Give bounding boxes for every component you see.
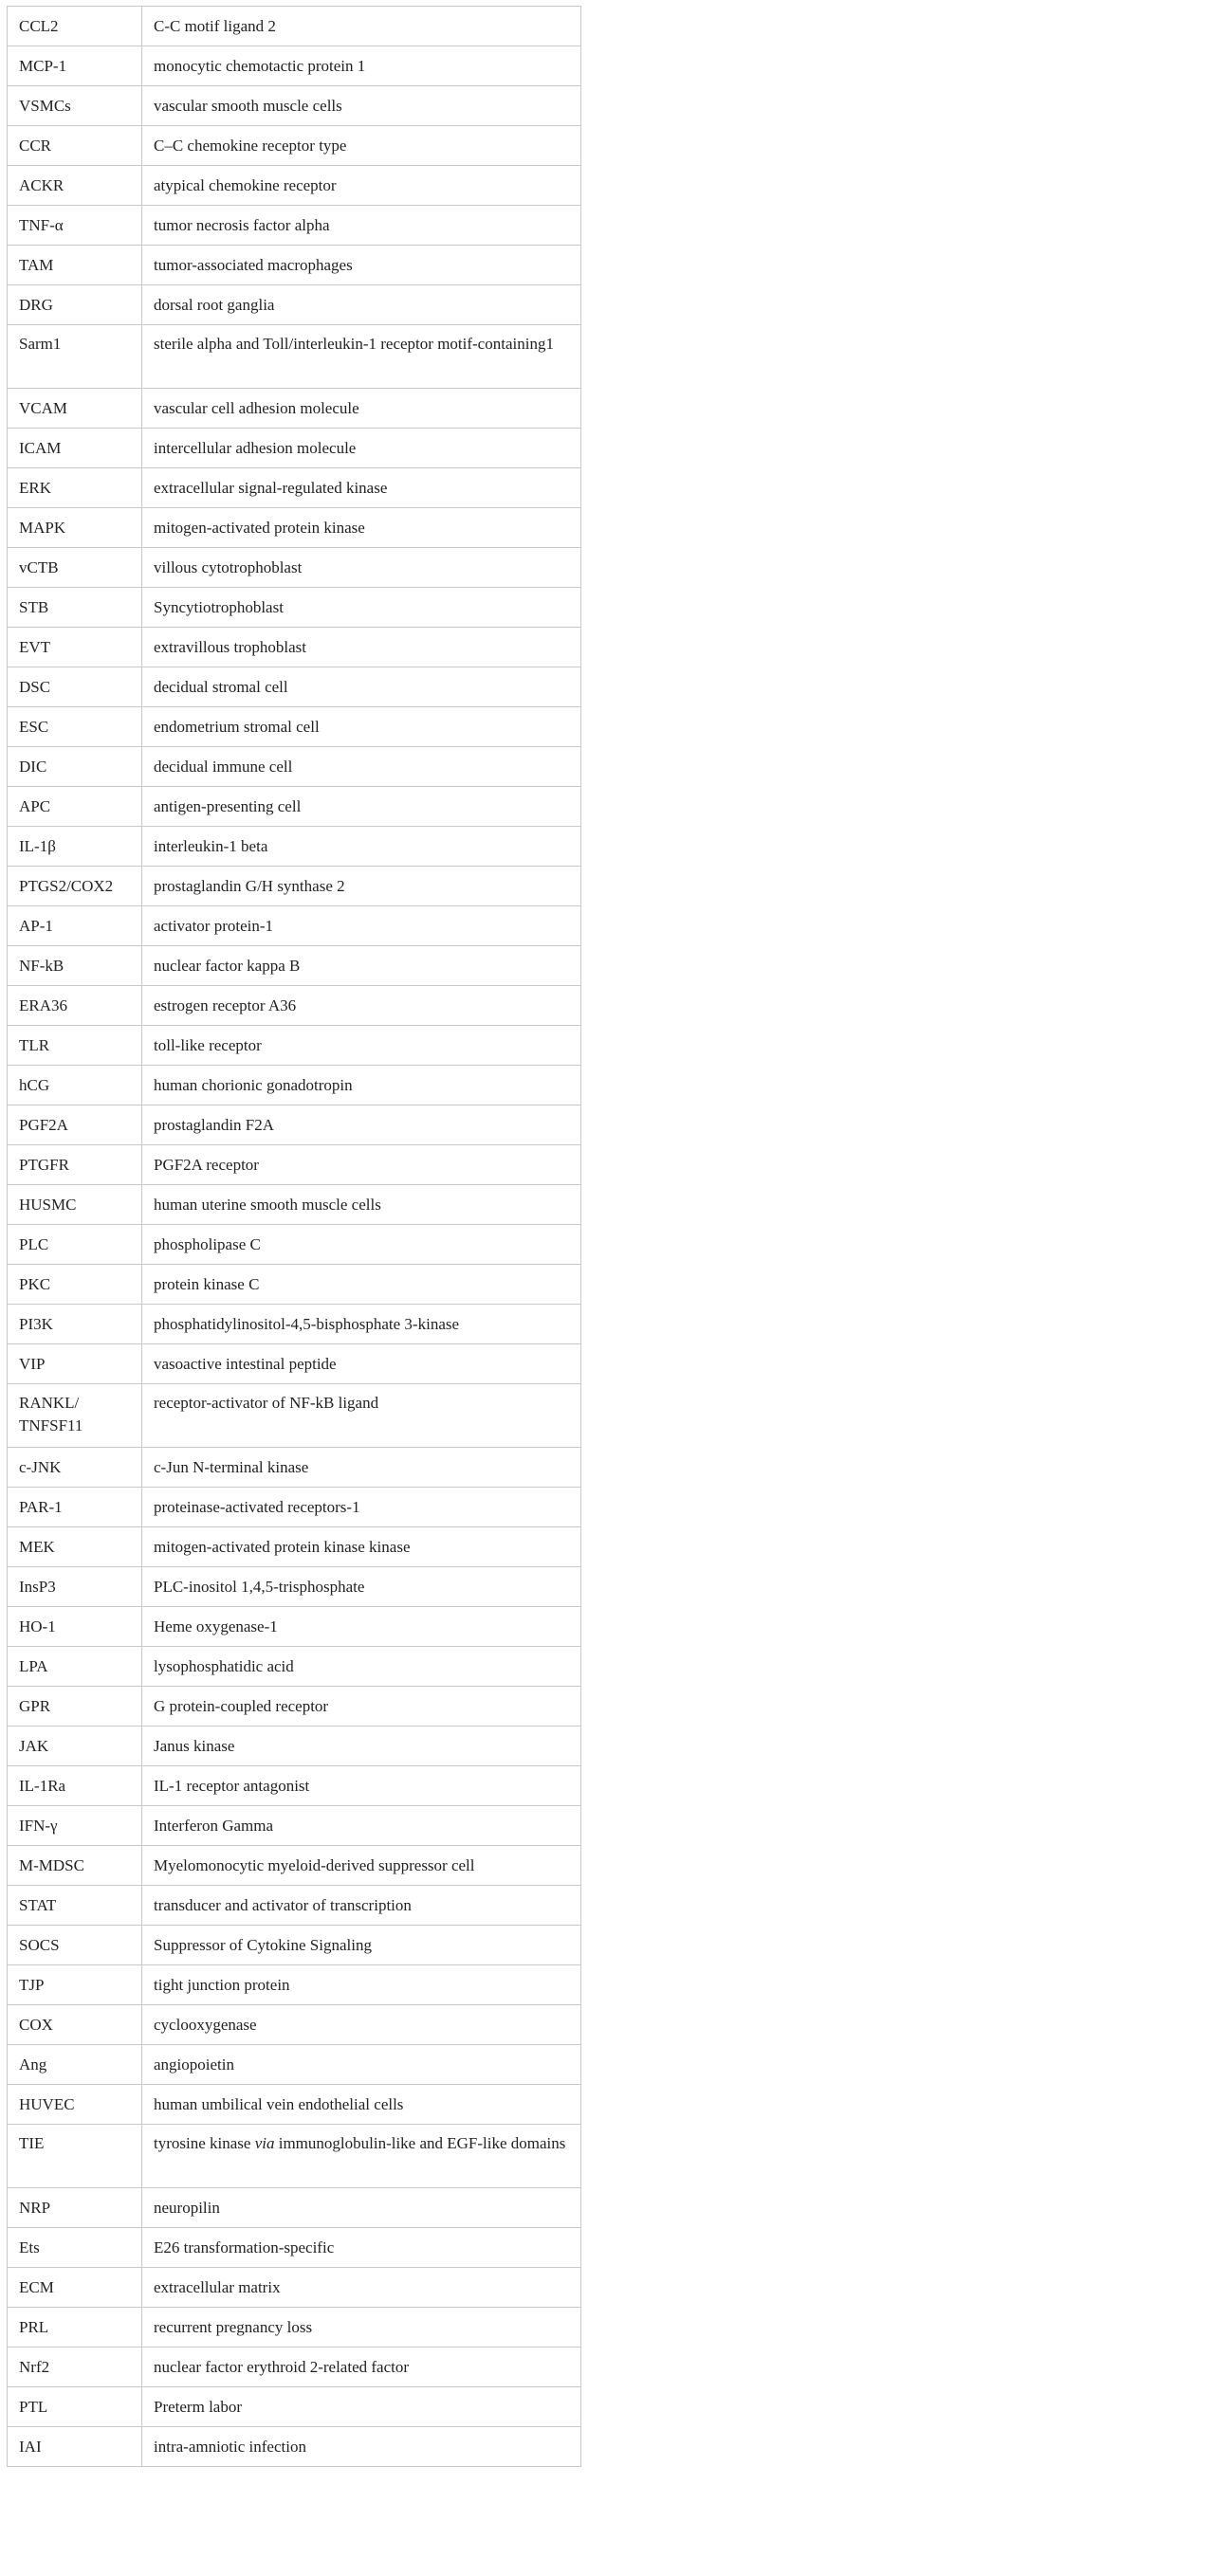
abbreviation-cell: Ang <box>8 2045 142 2085</box>
definition-cell: protein kinase C <box>142 1265 581 1305</box>
table-row <box>8 126 581 166</box>
abbreviation-cell: PTGS2/COX2 <box>8 867 142 906</box>
abbreviation-cell: M-MDSC <box>8 1846 142 1886</box>
abbreviation-cell: PGF2A <box>8 1105 142 1145</box>
definition-cell: transducer and activator of transcription <box>142 1886 581 1926</box>
definition-cell: monocytic chemotactic protein 1 <box>142 46 581 86</box>
table-row <box>8 166 581 206</box>
table-row <box>8 2085 581 2125</box>
definition-cell: vascular cell adhesion molecule <box>142 389 581 429</box>
abbreviation-cell: InsP3 <box>8 1567 142 1607</box>
abbreviation-cell: VCAM <box>8 389 142 429</box>
abbreviation-cell: c-JNK <box>8 1448 142 1488</box>
definition-cell: tumor necrosis factor alpha <box>142 206 581 246</box>
table-row <box>8 747 581 787</box>
abbreviation-cell: DIC <box>8 747 142 787</box>
abbreviation-cell: VIP <box>8 1344 142 1384</box>
definition-cell: PLC-inositol 1,4,5-trisphosphate <box>142 1567 581 1607</box>
definition-cell: nuclear factor kappa B <box>142 946 581 986</box>
definition-cell: activator protein-1 <box>142 906 581 946</box>
table-row <box>8 1344 581 1384</box>
definition-cell: mitogen-activated protein kinase kinase <box>142 1527 581 1567</box>
abbreviation-cell: NRP <box>8 2188 142 2228</box>
table-row <box>8 628 581 667</box>
abbreviations-table <box>7 6 581 2467</box>
abbreviation-cell: CCR <box>8 126 142 166</box>
definition-cell: decidual immune cell <box>142 747 581 787</box>
abbreviation-cell: MCP-1 <box>8 46 142 86</box>
table-row <box>8 1726 581 1766</box>
abbreviation-cell: DSC <box>8 667 142 707</box>
definition-cell: extracellular signal-regulated kinase <box>142 468 581 508</box>
definition-cell: angiopoietin <box>142 2045 581 2085</box>
abbreviation-cell: HO-1 <box>8 1607 142 1647</box>
definition-cell: C-C motif ligand 2 <box>142 7 581 46</box>
table-row <box>8 946 581 986</box>
table-row <box>8 1105 581 1145</box>
definition-cell: IL-1 receptor antagonist <box>142 1766 581 1806</box>
abbreviation-cell: IL-1β <box>8 827 142 867</box>
table-row <box>8 86 581 126</box>
definition-cell: interleukin-1 beta <box>142 827 581 867</box>
definition-cell: human umbilical vein endothelial cells <box>142 2085 581 2125</box>
table-row <box>8 1488 581 1527</box>
abbreviation-cell: RANKL/ TNFSF11 <box>8 1384 142 1448</box>
definition-cell: atypical chemokine receptor <box>142 166 581 206</box>
abbreviation-cell: ERK <box>8 468 142 508</box>
definition-cell: tyrosine kinase via immunoglobulin-like and EGF-like domains <box>142 2125 581 2188</box>
abbreviation-cell: CCL2 <box>8 7 142 46</box>
table-row <box>8 1185 581 1225</box>
table-row <box>8 325 581 389</box>
table-row <box>8 1225 581 1265</box>
table-row <box>8 588 581 628</box>
abbreviation-cell: NF-kB <box>8 946 142 986</box>
abbreviation-cell: TJP <box>8 1965 142 2005</box>
definition-cell: tight junction protein <box>142 1965 581 2005</box>
abbreviation-cell: STAT <box>8 1886 142 1926</box>
table-row <box>8 548 581 588</box>
definition-cell: PGF2A receptor <box>142 1145 581 1185</box>
abbreviation-cell: vCTB <box>8 548 142 588</box>
table-row <box>8 986 581 1026</box>
definition-cell: Myelomonocytic myeloid-derived suppressor cell <box>142 1846 581 1886</box>
definition-cell: antigen-presenting cell <box>142 787 581 827</box>
definition-cell: proteinase-activated receptors-1 <box>142 1488 581 1527</box>
abbreviation-cell: IL-1Ra <box>8 1766 142 1806</box>
table-row <box>8 2268 581 2308</box>
definition-cell: phosphatidylinositol-4,5-bisphosphate 3-kinase <box>142 1305 581 1344</box>
abbreviation-cell: ACKR <box>8 166 142 206</box>
table-row <box>8 1384 581 1448</box>
table-row <box>8 1265 581 1305</box>
table-row <box>8 2228 581 2268</box>
abbreviation-cell: PKC <box>8 1265 142 1305</box>
table-row <box>8 206 581 246</box>
definition-cell: Heme oxygenase-1 <box>142 1607 581 1647</box>
table-row <box>8 1305 581 1344</box>
table-row <box>8 2387 581 2427</box>
table-row <box>8 707 581 747</box>
abbreviation-cell: ESC <box>8 707 142 747</box>
table-row <box>8 2188 581 2228</box>
definition-cell: phospholipase C <box>142 1225 581 1265</box>
table-row <box>8 667 581 707</box>
table-row <box>8 46 581 86</box>
table-row <box>8 1026 581 1066</box>
abbreviation-cell: PAR-1 <box>8 1488 142 1527</box>
definition-cell: endometrium stromal cell <box>142 707 581 747</box>
definition-cell: human uterine smooth muscle cells <box>142 1185 581 1225</box>
table-row <box>8 1145 581 1185</box>
table-row <box>8 2125 581 2188</box>
table-row <box>8 7 581 46</box>
abbreviation-cell: IFN-γ <box>8 1806 142 1846</box>
abbreviation-cell: ECM <box>8 2268 142 2308</box>
abbreviation-cell: PRL <box>8 2308 142 2348</box>
definition-cell: toll-like receptor <box>142 1026 581 1066</box>
table-row <box>8 1066 581 1105</box>
table-row <box>8 246 581 285</box>
abbreviation-cell: EVT <box>8 628 142 667</box>
abbreviation-cell: HUSMC <box>8 1185 142 1225</box>
definition-cell: E26 transformation-specific <box>142 2228 581 2268</box>
abbreviation-cell: TLR <box>8 1026 142 1066</box>
abbreviation-cell: PTL <box>8 2387 142 2427</box>
definition-cell: vascular smooth muscle cells <box>142 86 581 126</box>
abbreviation-cell: IAI <box>8 2427 142 2467</box>
definition-cell: prostaglandin F2A <box>142 1105 581 1145</box>
definition-cell: intra-amniotic infection <box>142 2427 581 2467</box>
table-row <box>8 906 581 946</box>
table-row <box>8 2427 581 2467</box>
definition-cell: extracellular matrix <box>142 2268 581 2308</box>
abbreviation-cell: hCG <box>8 1066 142 1105</box>
abbreviation-cell: ERA36 <box>8 986 142 1026</box>
definition-cell: c-Jun N-terminal kinase <box>142 1448 581 1488</box>
abbreviation-cell: TNF-α <box>8 206 142 246</box>
abbreviation-cell: MAPK <box>8 508 142 548</box>
abbreviation-cell: PLC <box>8 1225 142 1265</box>
definition-cell: human chorionic gonadotropin <box>142 1066 581 1105</box>
abbreviation-cell: APC <box>8 787 142 827</box>
definition-cell: neuropilin <box>142 2188 581 2228</box>
definition-cell: Interferon Gamma <box>142 1806 581 1846</box>
definition-cell: decidual stromal cell <box>142 667 581 707</box>
definition-cell: intercellular adhesion molecule <box>142 429 581 468</box>
definition-cell: Suppressor of Cytokine Signaling <box>142 1926 581 1965</box>
table-row <box>8 787 581 827</box>
definition-cell: sterile alpha and Toll/interleukin-1 receptor motif-containing1 <box>142 325 581 389</box>
definition-cell: recurrent pregnancy loss <box>142 2308 581 2348</box>
table-row <box>8 429 581 468</box>
abbreviation-cell: TAM <box>8 246 142 285</box>
definition-cell: extravillous trophoblast <box>142 628 581 667</box>
abbreviation-cell: SOCS <box>8 1926 142 1965</box>
table-row <box>8 1806 581 1846</box>
table-row <box>8 285 581 325</box>
definition-cell: mitogen-activated protein kinase <box>142 508 581 548</box>
abbreviations-table-body <box>8 7 581 2467</box>
definition-cell: receptor-activator of NF-kB ligand <box>142 1384 581 1448</box>
table-row <box>8 389 581 429</box>
abbreviation-cell: DRG <box>8 285 142 325</box>
abbreviation-cell: PTGFR <box>8 1145 142 1185</box>
abbreviation-cell: Nrf2 <box>8 2348 142 2387</box>
definition-cell: C–C chemokine receptor type <box>142 126 581 166</box>
definition-cell: estrogen receptor A36 <box>142 986 581 1026</box>
definition-cell: lysophosphatidic acid <box>142 1647 581 1687</box>
table-row <box>8 468 581 508</box>
definition-cell: villous cytotrophoblast <box>142 548 581 588</box>
table-row <box>8 1846 581 1886</box>
definition-cell: Janus kinase <box>142 1726 581 1766</box>
definition-cell: tumor-associated macrophages <box>142 246 581 285</box>
table-row <box>8 1687 581 1726</box>
table-row <box>8 867 581 906</box>
definition-cell: dorsal root ganglia <box>142 285 581 325</box>
abbreviation-cell: VSMCs <box>8 86 142 126</box>
table-row <box>8 1647 581 1687</box>
definition-cell: cyclooxygenase <box>142 2005 581 2045</box>
table-row <box>8 2348 581 2387</box>
table-row <box>8 1448 581 1488</box>
table-row <box>8 1965 581 2005</box>
abbreviation-cell: HUVEC <box>8 2085 142 2125</box>
table-row <box>8 2005 581 2045</box>
definition-cell: Preterm labor <box>142 2387 581 2427</box>
table-row <box>8 1607 581 1647</box>
abbreviation-cell: GPR <box>8 1687 142 1726</box>
table-row <box>8 2308 581 2348</box>
abbreviation-cell: Sarm1 <box>8 325 142 389</box>
definition-cell: prostaglandin G/H synthase 2 <box>142 867 581 906</box>
table-row <box>8 508 581 548</box>
definition-cell: G protein-coupled receptor <box>142 1687 581 1726</box>
definition-cell: nuclear factor erythroid 2-related factor <box>142 2348 581 2387</box>
table-row <box>8 2045 581 2085</box>
abbreviation-cell: STB <box>8 588 142 628</box>
abbreviation-cell: ICAM <box>8 429 142 468</box>
table-row <box>8 1567 581 1607</box>
definition-cell: Syncytiotrophoblast <box>142 588 581 628</box>
abbreviation-cell: MEK <box>8 1527 142 1567</box>
definition-cell: vasoactive intestinal peptide <box>142 1344 581 1384</box>
table-row <box>8 1926 581 1965</box>
abbreviation-cell: AP-1 <box>8 906 142 946</box>
table-row <box>8 1886 581 1926</box>
abbreviation-cell: COX <box>8 2005 142 2045</box>
abbreviation-cell: JAK <box>8 1726 142 1766</box>
abbreviation-cell: Ets <box>8 2228 142 2268</box>
table-row <box>8 1527 581 1567</box>
abbreviation-cell: PI3K <box>8 1305 142 1344</box>
table-row <box>8 1766 581 1806</box>
abbreviation-cell: TIE <box>8 2125 142 2188</box>
abbreviation-cell: LPA <box>8 1647 142 1687</box>
table-row <box>8 827 581 867</box>
